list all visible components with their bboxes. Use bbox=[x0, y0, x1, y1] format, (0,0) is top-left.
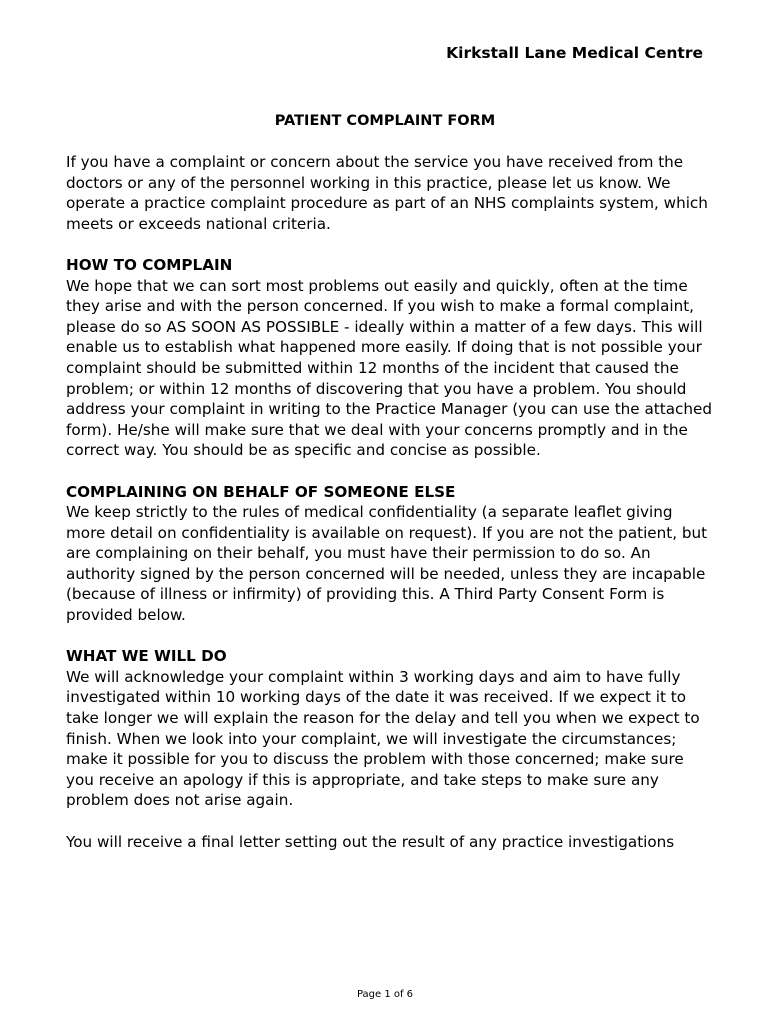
organisation-name: Kirkstall Lane Medical Centre bbox=[446, 44, 703, 62]
section-what-we-will-do bbox=[66, 646, 716, 811]
section-paragraph: We will acknowledge your complaint within 3 working days and aim to have fully investigated within 10 working days of the date it was received. If we expect it to take longer we will explain the reason for the delay and tell you when we expect to finish. When we look into your complaint, we will investigate the circumstances; make it possible for you to discuss the problem with those concerned; make sure you receive an apology if this is appropriate, and take steps to make sure any problem does not arise again. bbox=[66, 667, 700, 810]
page-title: PATIENT COMPLAINT FORM bbox=[274, 113, 496, 129]
section-paragraph: We keep strictly to the rules of medical confidentiality (a separate leaflet giving more detail on confidentiality is available on request). If you are not the patient, but are complaining on their behalf, you must have their permission to do so. An authority signed by the person concerned will be needed, unless they are incapable (because of illness or infirmity) of providing this. A Third Party Consent Form is provided below. bbox=[66, 503, 708, 625]
section-how-to-complain bbox=[66, 255, 716, 461]
document-body bbox=[66, 152, 716, 873]
section-paragraph: We hope that we can sort most problems out easily and quickly, often at the time they arise and with the person concerned. If you wish to make a formal complaint, please do so AS SOON AS POSSIBLE - ideally within a matter of a few days. This will enable us to establish what happened more easily. If doing that is not possible your complaint should be submitted within 12 months of the incident that caused the problem; or within 12 months of discovering that you have a problem. You should address your complaint in writing to the Practice Manager (you can use the attached form). He/she will make sure that we deal with your concerns promptly and in the correct way. You should be as specific and concise as possible. bbox=[66, 276, 712, 460]
section-heading: COMPLAINING ON BEHALF OF SOMEONE ELSE bbox=[66, 482, 456, 501]
intro-paragraph: If you have a complaint or concern about the service you have received from the doctors or any of the personnel working in this practice, please let us know. We operate a practice complaint procedure as part of an NHS complaints system, which meets or exceeds national criteria. bbox=[66, 153, 708, 233]
closing-paragraph: You will receive a final letter setting out the result of any practice investigations bbox=[66, 832, 675, 851]
section-on-behalf bbox=[66, 482, 716, 626]
section-heading: WHAT WE WILL DO bbox=[66, 647, 227, 666]
section-heading: HOW TO COMPLAIN bbox=[66, 255, 233, 274]
page-number: Page 1 of 6 bbox=[356, 989, 414, 1000]
